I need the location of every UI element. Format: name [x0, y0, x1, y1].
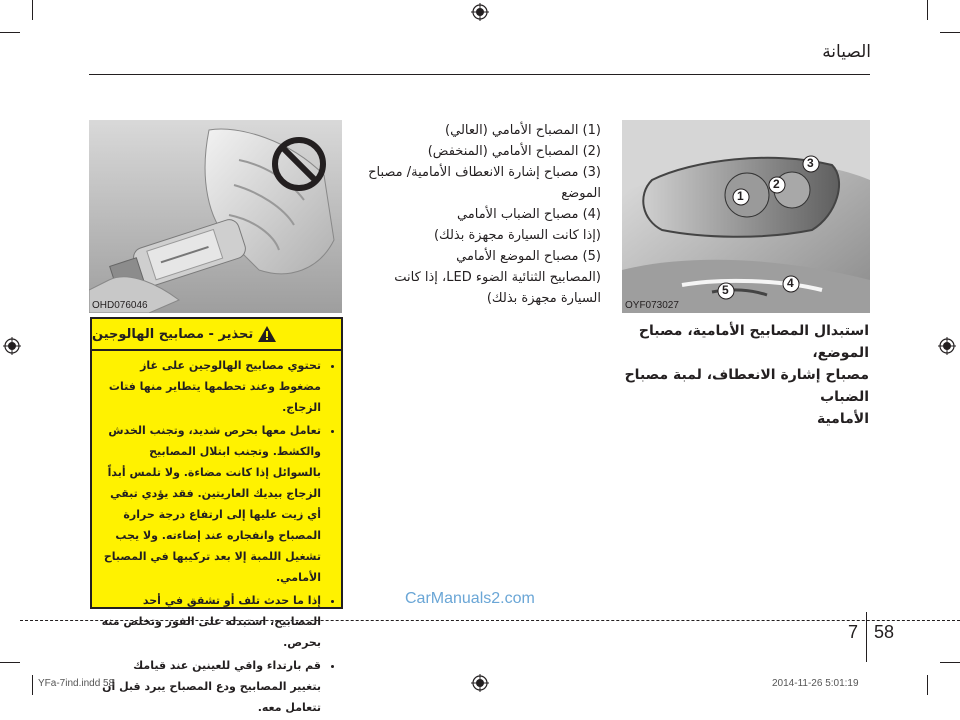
list-item: الموضع	[561, 186, 601, 201]
chapter-number: 7	[848, 622, 859, 642]
footer-date: 2014-11-26 5:01:19	[772, 678, 859, 689]
list-item: (2) المصباح الأمامي (المنخفض)	[427, 144, 601, 159]
list-item: السيارة مجهزة بذلك)	[486, 291, 601, 306]
crop-mark	[940, 32, 960, 33]
crop-mark	[940, 662, 960, 663]
crop-mark	[927, 0, 928, 20]
list-item: (1) المصباح الأمامي (العالي)	[445, 123, 601, 138]
footer-file: YFa-7ind.indd 58	[38, 678, 115, 689]
lamp-list	[365, 120, 601, 309]
halogen-bulb-photo	[89, 120, 342, 313]
warning-body	[100, 355, 333, 720]
warning-item: • تعامل معها بحرص شديد، وتجنب الخدش والكشط. وتجنب ابتلال المصابيح بالسوائل إذا كانت مضاءة. ولا تلمس أبداً الزجاج بيديك العاريتين. فقد يؤدي تبقي أي زيت عليها إلى ارتفاع درجة حرارة المصباح وانفجاره عند إضاءته. ولا يجب تشغيل اللمبة إلا بعد تركيبها في المصباح الأمامي.	[100, 420, 321, 588]
warning-header	[92, 319, 341, 351]
crop-mark	[32, 0, 33, 20]
page-number: 58	[874, 622, 895, 642]
registration-mark-icon	[3, 337, 21, 355]
figure-label: OYF073027	[625, 300, 679, 311]
crop-mark	[0, 662, 20, 663]
headlamp-photo	[622, 120, 870, 313]
crop-mark	[32, 675, 33, 695]
callout-2: 2	[768, 176, 786, 198]
footer-divider	[20, 620, 960, 621]
crop-mark	[0, 32, 20, 33]
section-heading: استبدال المصابيح الأمامية، مصباح الموضع، مصباح إشارة الانعطاف، لمبة مصباح الضباب الأمامية	[624, 323, 869, 427]
figure-label: OHD076046	[92, 300, 148, 311]
warning-item: • تحتوي مصابيح الهالوجين على غاز مضغوط وعند تحطمها يتطاير منها فتات الزجاج.	[100, 355, 321, 418]
list-item: (المصابيح الثنائية الضوء LED، إذا كانت	[394, 270, 601, 285]
warning-title: تحذير - مصابيح الهالوجين	[92, 326, 254, 342]
registration-mark-icon	[471, 674, 489, 692]
warning-item: • قم بارتداء واقي للعينين عند قيامك بتغيير المصابيح ودع المصباح يبرد قبل أن تتعامل معه.	[100, 655, 321, 718]
registration-mark-icon	[938, 337, 956, 355]
callout-3: 3	[802, 155, 820, 177]
callout-4: 4	[782, 275, 800, 297]
list-item: (3) مصباح إشارة الانعطاف الأمامية/ مصباح	[368, 165, 601, 180]
registration-mark-icon	[471, 3, 489, 21]
page-number-divider	[866, 612, 867, 662]
callout-5: 5	[717, 282, 735, 304]
watermark-link[interactable]: CarManuals2.com	[405, 590, 535, 607]
callout-1: 1	[732, 188, 750, 210]
list-item: (إذا كانت السيارة مجهزة بذلك)	[433, 228, 601, 243]
page-title: الصيانة	[822, 42, 871, 62]
crop-mark	[927, 675, 928, 695]
header-divider	[89, 74, 870, 75]
warning-item: • إذا ما حدث تلف أو تشقق في أحد المصابيح، استبدله على الفور وتخلص منه بحرص.	[100, 590, 321, 653]
warning-box	[90, 317, 343, 714]
warning-triangle-icon	[257, 325, 277, 343]
list-item: (4) مصباح الضباب الأمامي	[456, 207, 601, 222]
list-item: (5) مصباح الموضع الأمامي	[456, 249, 601, 264]
prohibited-icon	[269, 134, 329, 194]
